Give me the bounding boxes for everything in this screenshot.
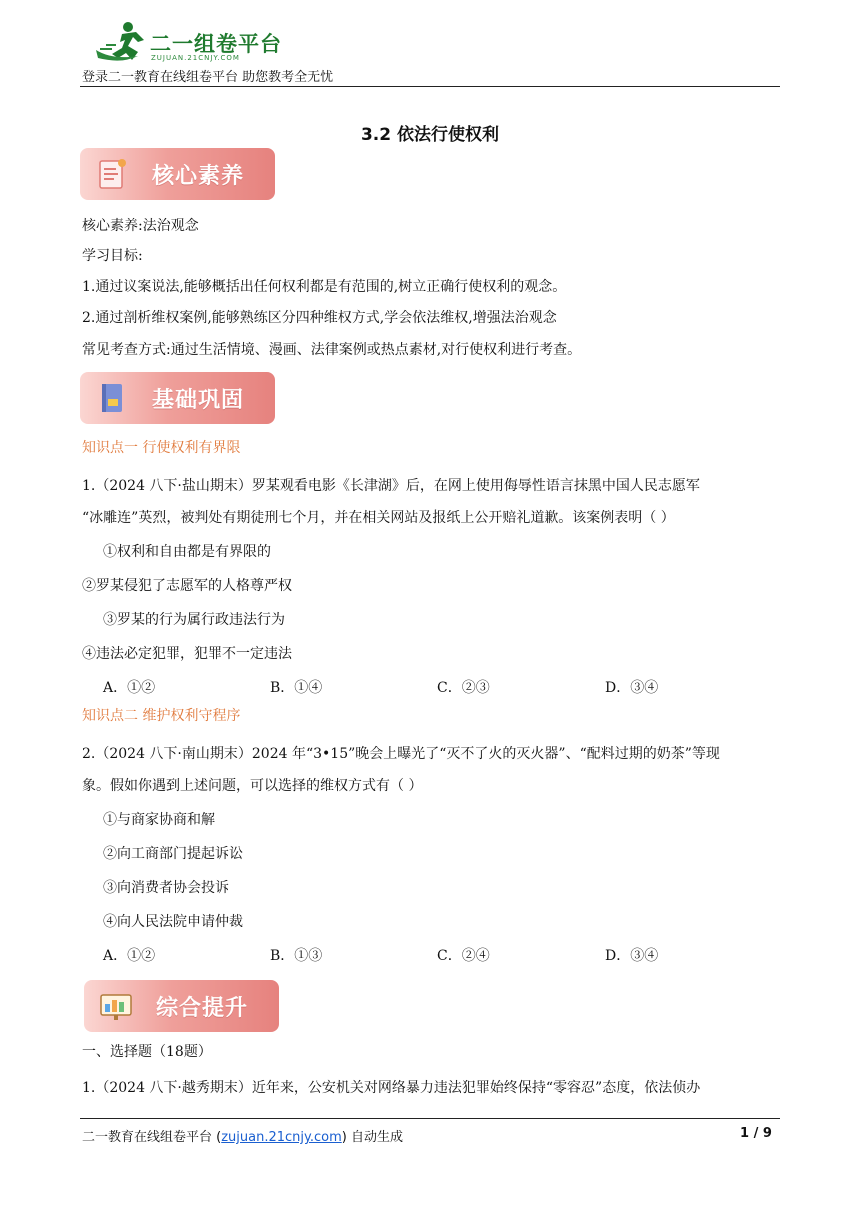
question-1-statement: ②罗某侵犯了志愿军的人格尊严权 bbox=[82, 578, 292, 594]
question-1-statement: ①权利和自由都是有界限的 bbox=[103, 544, 271, 560]
learning-goals-heading: 学习目标: bbox=[82, 248, 143, 264]
banner-label: 基础巩固 bbox=[152, 388, 245, 413]
part-heading-choice: 一、选择题（18题） bbox=[82, 1044, 212, 1060]
header-divider bbox=[80, 86, 780, 87]
advanced-question-1-line1: 1.（2024 八下·越秀期末）近年来，公安机关对网络暴力违法犯罪始终保持“零容忍”态度，依法侦办 bbox=[82, 1080, 701, 1096]
question-2-option-b[interactable]: B．①③ bbox=[270, 948, 323, 964]
document-icon bbox=[94, 157, 130, 191]
learning-goal-1: 1.通过议案说法,能够概括出任何权利都是有范围的,树立正确行使权利的观念。 bbox=[82, 279, 567, 295]
book-icon bbox=[94, 381, 130, 415]
question-1-stem-line1: 1.（2024 八下·盐山期末）罗某观看电影《长津湖》后，在网上使用侮辱性语言抹黑中国人民志愿军 bbox=[82, 478, 700, 494]
chart-board-icon bbox=[98, 989, 134, 1023]
page-title: 3.2 依法行使权利 bbox=[360, 125, 500, 145]
section-banner-advanced bbox=[84, 980, 279, 1032]
question-2-option-c[interactable]: C．②④ bbox=[437, 948, 490, 964]
question-2-statement: ②向工商部门提起诉讼 bbox=[103, 846, 243, 862]
knowledge-point-1: 知识点一 行使权利有界限 bbox=[82, 440, 241, 456]
question-2-statement: ①与商家协商和解 bbox=[103, 812, 215, 828]
banner-label: 综合提升 bbox=[156, 996, 249, 1021]
logo-subtext: ZUJUAN.21CNJY.COM bbox=[151, 54, 240, 62]
footer-source bbox=[82, 1126, 403, 1145]
core-literacy-line: 核心素养:法治观念 bbox=[82, 218, 199, 234]
exam-method-line: 常见考查方式:通过生活情境、漫画、法律案例或热点素材,对行使权利进行考查。 bbox=[82, 342, 582, 358]
page-number: 1 / 9 bbox=[740, 1126, 772, 1141]
logo-text: 二一组卷平台 bbox=[150, 32, 282, 56]
question-1-statement: ④违法必定犯罪，犯罪不一定违法 bbox=[82, 646, 292, 662]
footer-prefix: 二一教育在线组卷平台 ( bbox=[82, 1130, 222, 1145]
question-2-statement: ④向人民法院申请仲裁 bbox=[103, 914, 243, 930]
footer-suffix: ) 自动生成 bbox=[341, 1130, 403, 1145]
section-banner-basic bbox=[80, 372, 275, 424]
footer-divider bbox=[80, 1118, 780, 1119]
question-2-statement: ③向消费者协会投诉 bbox=[103, 880, 229, 896]
question-1-option-d[interactable]: D．③④ bbox=[605, 680, 659, 696]
question-1-option-b[interactable]: B．①④ bbox=[270, 680, 323, 696]
question-2-option-d[interactable]: D．③④ bbox=[605, 948, 659, 964]
header-tagline: 登录二一教育在线组卷平台 助您教考全无忧 bbox=[82, 70, 334, 85]
question-1-option-c[interactable]: C．②③ bbox=[437, 680, 490, 696]
question-2-option-a[interactable]: A．①② bbox=[103, 948, 156, 964]
section-banner-core bbox=[80, 148, 275, 200]
banner-label: 核心素养 bbox=[152, 164, 245, 189]
question-1-option-a[interactable]: A．①② bbox=[103, 680, 156, 696]
question-2-stem-line2: 象。假如你遇到上述问题，可以选择的维权方式有（ ） bbox=[82, 778, 423, 794]
knowledge-point-2: 知识点二 维护权利守程序 bbox=[82, 708, 241, 724]
footer-link[interactable]: zujuan.21cnjy.com bbox=[221, 1130, 342, 1145]
question-1-stem-line2: “冰雕连”英烈，被判处有期徒刑七个月，并在相关网站及报纸上公开赔礼道歉。该案例表明（ ） bbox=[82, 510, 675, 526]
learning-goal-2: 2.通过剖析维权案例,能够熟练区分四种维权方式,学会依法维权,增强法治观念 bbox=[82, 310, 557, 326]
question-1-statement: ③罗某的行为属行政违法行为 bbox=[103, 612, 285, 628]
question-2-stem-line1: 2.（2024 八下·南山期末）2024 年“3•15”晚会上曝光了“灭不了火的灭火器”、“配料过期的奶茶”等现 bbox=[82, 746, 720, 762]
